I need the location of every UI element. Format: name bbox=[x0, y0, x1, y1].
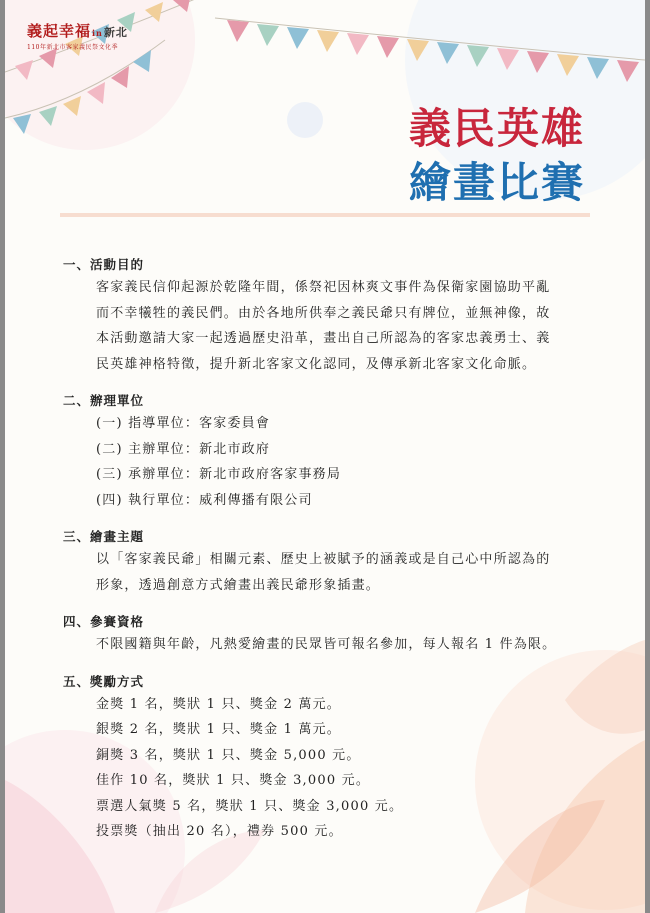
section-paragraph bbox=[63, 275, 603, 377]
list-item: (一) 指導單位：客家委員會 bbox=[96, 416, 271, 431]
list-item: (三) 承辦單位：新北市政府客家事務局 bbox=[96, 467, 342, 482]
section-theme bbox=[63, 527, 603, 598]
section-heading: 四、參賽資格 bbox=[63, 614, 145, 629]
list-item: (二) 主辦單位：新北市政府 bbox=[96, 441, 271, 457]
section-awards bbox=[63, 672, 603, 845]
award-item: 銅獎 3 名，獎狀 1 只、獎金 5,000 元。 bbox=[96, 747, 361, 763]
logo-region: 新北 bbox=[103, 26, 128, 39]
title-line-1: 義民英雄 bbox=[408, 104, 585, 153]
document-body bbox=[63, 255, 603, 859]
logo-text: 義起幸福 bbox=[27, 22, 92, 40]
logo-subtitle: 110年新北市客家義民祭文化季 bbox=[27, 44, 118, 51]
list-item: (四) 執行單位：威利傳播有限公司 bbox=[96, 492, 313, 508]
title-divider bbox=[60, 213, 590, 217]
award-item: 票選人氣獎 5 名，獎狀 1 只、獎金 3,000 元。 bbox=[96, 798, 404, 814]
event-logo bbox=[27, 20, 128, 51]
section-heading: 二、辦理單位 bbox=[63, 393, 145, 408]
section-heading: 三、繪畫主題 bbox=[63, 529, 145, 544]
section-paragraph bbox=[63, 632, 603, 658]
document-page bbox=[5, 0, 645, 913]
award-item: 銀獎 2 名，獎狀 1 只、獎金 1 萬元。 bbox=[96, 722, 342, 737]
section-purpose bbox=[63, 255, 603, 377]
title-line-2: 繪畫比賽 bbox=[408, 158, 585, 207]
award-item: 金獎 1 名，獎狀 1 只、獎金 2 萬元。 bbox=[96, 696, 342, 712]
paragraph-line: 形象，透過創意方式繪畫出義民爺形象插畫。 bbox=[96, 577, 381, 593]
paragraph-line: 本活動邀請大家一起透過歷史沿革，畫出自己所認為的客家忠義勇士、義 bbox=[96, 331, 551, 346]
paragraph-line: 不限國籍與年齡，凡熱愛繪畫的民眾皆可報名參加，每人報名 1 件為限。 bbox=[96, 637, 557, 652]
award-item: 投票獎（抽出 20 名），禮券 500 元。 bbox=[96, 824, 343, 839]
paragraph-line: 而不幸犧牲的義民們。由於各地所供奉之義民爺只有牌位，並無神像，故 bbox=[96, 305, 551, 321]
section-paragraph bbox=[63, 547, 603, 598]
paragraph-line: 以「客家義民爺」相關元素、歷史上被賦予的涵義或是自己心中所認為的 bbox=[96, 552, 551, 567]
logo-main bbox=[27, 20, 128, 41]
logo-small-text: in bbox=[92, 28, 103, 38]
award-item: 佳作 10 名，獎狀 1 只、獎金 3,000 元。 bbox=[96, 773, 371, 788]
paragraph-line: 客家義民信仰起源於乾隆年間，係祭祀因林爽文事件為保衛家園協助平亂 bbox=[96, 280, 551, 295]
section-eligibility bbox=[63, 612, 603, 658]
bg-drop bbox=[287, 102, 323, 138]
section-heading: 一、活動目的 bbox=[63, 257, 145, 272]
section-organizers bbox=[63, 391, 603, 513]
section-heading: 五、獎勵方式 bbox=[63, 673, 145, 689]
paragraph-line: 民英雄神格特徵，提升新北客家文化認同，及傳承新北客家文化命脈。 bbox=[96, 356, 537, 372]
